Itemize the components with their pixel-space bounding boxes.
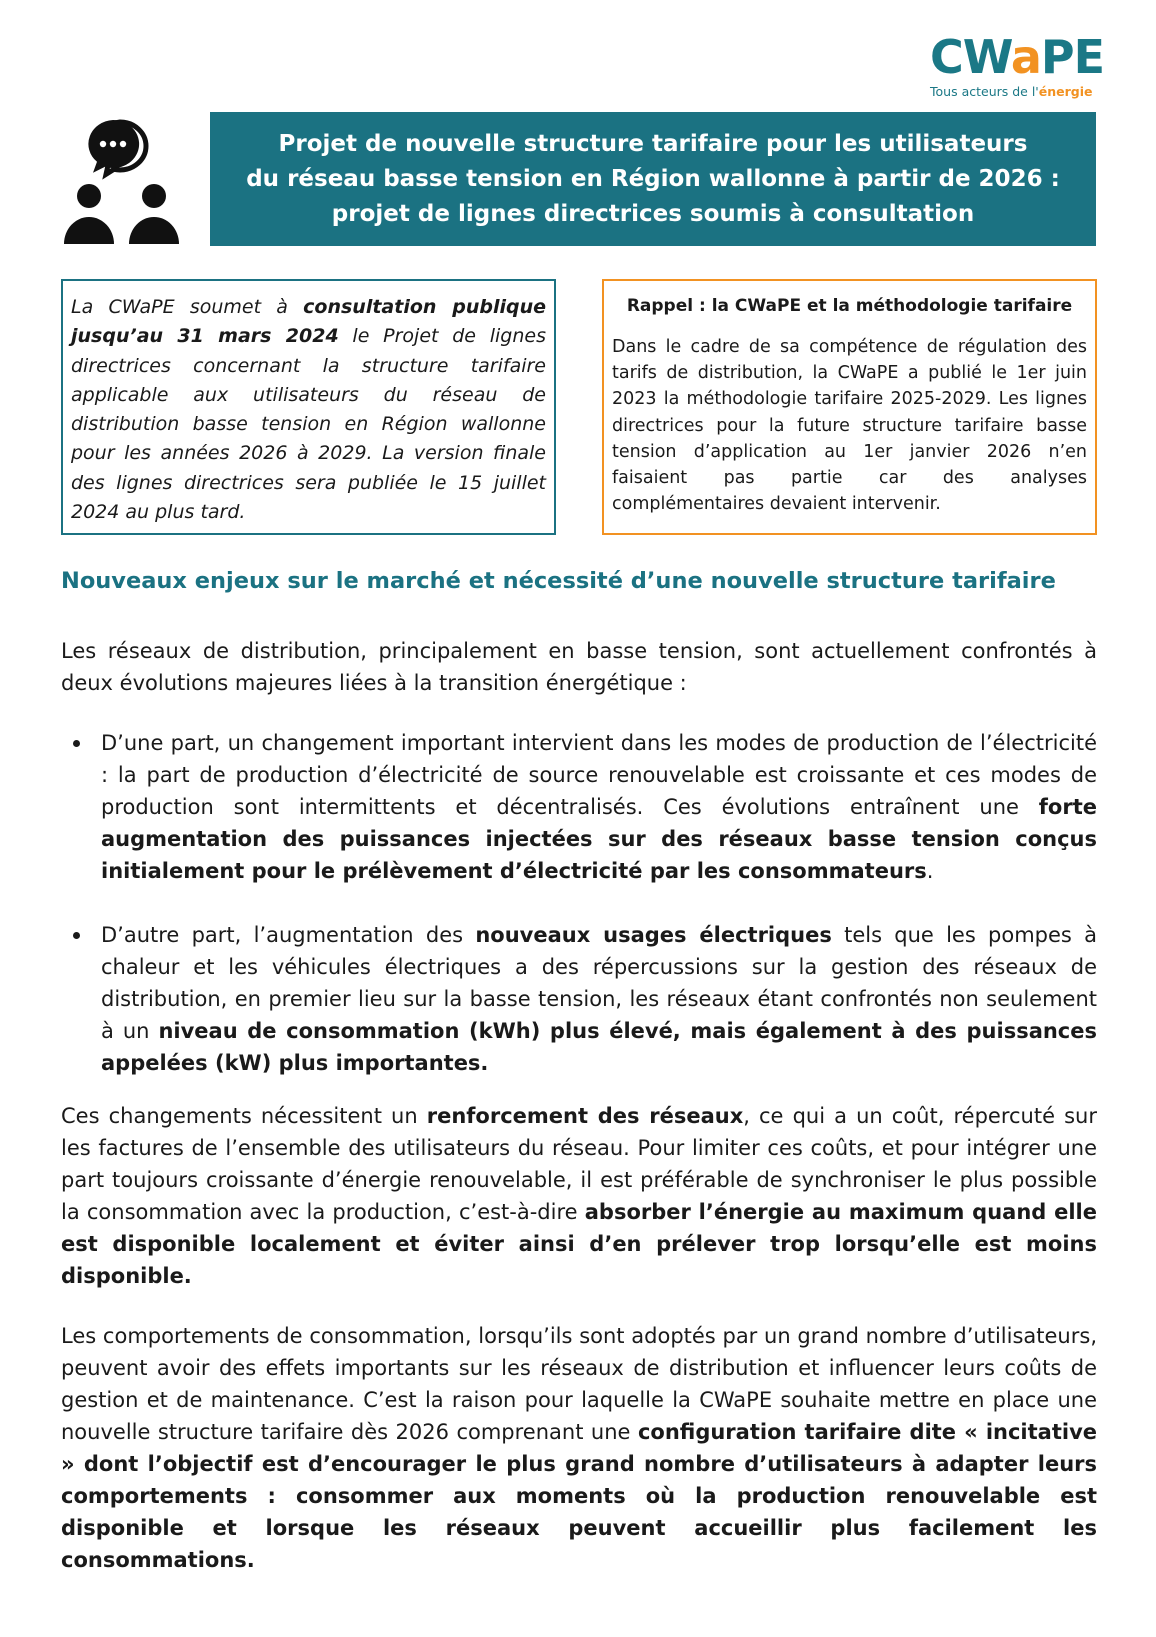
reminder-text: Dans le cadre de sa compétence de régulation des tarifs de distribution, la CWaPE a publié le 1er juin 2023 la méthodologie tarifaire 2025-2029. Les lignes directrices pour la future structure tarifaire basse tension d’application au 1er janvier 2026 n’en faisaient pas partie car des analyses complémentaires devaient intervenir. — [612, 337, 1087, 515]
title-line-3: projet de lignes directrices soumis à consultation — [331, 200, 975, 227]
cwape-logo — [930, 32, 1110, 102]
list-item: D’une part, un changement important intervient dans les modes de production de l’électricité : la part de production d’électricité de source renouvelable est croissante et ces modes de production sont intermittents et décentralisés. Ces évolutions entraînent une forte augmentation des puissances injectées sur des réseaux basse tension conçus initialement pour le prélèvement d’électricité par les consommateurs. — [61, 727, 1097, 887]
bullet-list — [61, 727, 1097, 1079]
consultation-notice-box — [61, 279, 556, 535]
reminder-box — [602, 279, 1097, 535]
paragraph-incentive-structure: Les comportements de consommation, lorsqu’ils sont adoptés par un grand nombre d’utilisateurs, peuvent avoir des effets importants sur les réseaux de distribution et influencer leurs coûts de gestion et de maintenance. C’est la raison pour laquelle la CWaPE souhaite mettre en place une nouvelle structure tarifaire dès 2026 comprenant une configuration tarifaire dite « incitative » dont l’objectif est d’encourager le plus grand nombre d’utilisateurs à adapter leurs comportements : consommer aux moments où la production renouvelable est disponible et lorsque les réseaux peuvent accueillir plus facilement les consommations. — [61, 1324, 1097, 1572]
bullet-dot-icon — [73, 932, 80, 939]
people-chat-icon — [62, 118, 192, 248]
bullet-dot-icon — [73, 740, 80, 747]
logo-tagline: Tous acteurs de l'énergie — [930, 84, 1093, 99]
paragraph-network-reinforcement: Ces changements nécessitent un renforcement des réseaux, ce qui a un coût, répercuté sur les factures de l’ensemble des utilisateurs du réseau. Pour limiter ces coûts, et pour intégrer une part toujours croissante d’énergie renouvelable, il est préférable de synchroniser le plus possible la consommation avec la production, c’est-à-dire absorber l’énergie au maximum quand elle est disponible localement et éviter ainsi d’en prélever trop lorsqu’elle est moins disponible. — [61, 1104, 1097, 1288]
list-item: D’autre part, l’augmentation des nouveaux usages électriques tels que les pompes à chaleur et les véhicules électriques a des répercussions sur la gestion des réseaux de distribution, en premier lieu sur la basse tension, les réseaux étant confrontés non seulement à un niveau de consommation (kWh) plus élevé, mais également à des puissances appelées (kW) plus importantes. — [61, 919, 1097, 1079]
document-title — [246, 127, 1060, 232]
consultation-notice-text: La CWaPE soumet à consultation publique jusqu’au 31 mars 2024 le Projet de lignes directrices concernant la structure tarifaire applicable aux utilisateurs du réseau de distribution basse tension en Région wallonne pour les années 2026 à 2029. La version finale des lignes directrices sera publiée le 15 juillet 2024 au plus tard. — [71, 296, 546, 524]
reminder-title: Rappel : la CWaPE et la méthodologie tarifaire — [626, 296, 1073, 316]
title-line-2: du réseau basse tension en Région wallonne à partir de 2026 : — [246, 165, 1060, 192]
intro-paragraph: Les réseaux de distribution, principalement en basse tension, sont actuellement confrontés à deux évolutions majeures liées à la transition énergétique : — [61, 639, 1097, 695]
title-line-1: Projet de nouvelle structure tarifaire pour les utilisateurs — [278, 130, 1028, 157]
section-heading: Nouveaux enjeux sur le marché et nécessité d’une nouvelle structure tarifaire — [61, 568, 1056, 594]
logo-wordmark: CWaPE — [930, 30, 1105, 84]
header-banner — [210, 112, 1096, 246]
